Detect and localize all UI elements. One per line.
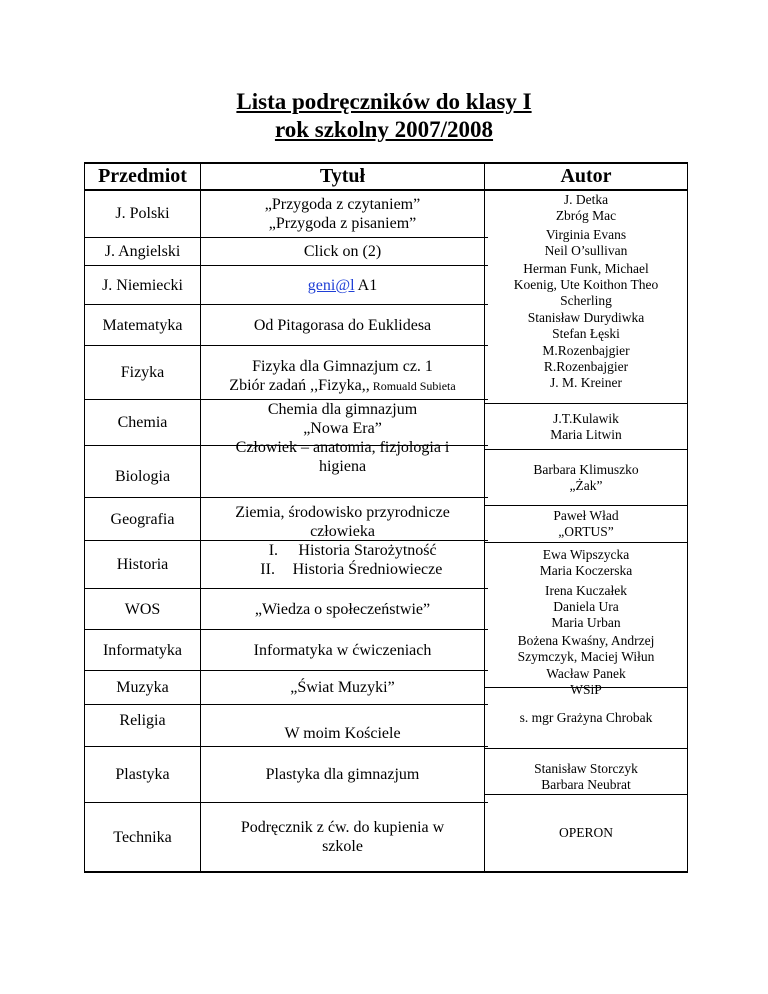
author-fizyka bbox=[485, 342, 687, 392]
author-line: Stanisław Durydiwka bbox=[527, 310, 645, 325]
table-border-bottom bbox=[84, 871, 488, 873]
header-autor: Autor bbox=[560, 165, 612, 187]
subject-biologia: Biologia bbox=[114, 468, 171, 485]
author-line: R.Rozenbajgier bbox=[543, 359, 629, 374]
title-line: Podręcznik z ćw. do kupienia w bbox=[240, 819, 445, 836]
author-line: Paweł Wład bbox=[553, 508, 619, 523]
author-religia bbox=[485, 688, 687, 748]
author-line: Szymczyk, Maciej Wiłun bbox=[517, 649, 655, 664]
author-chemia bbox=[485, 404, 687, 449]
author-angielski bbox=[485, 226, 687, 260]
geni-al-link[interactable]: geni@l bbox=[307, 276, 355, 294]
title-polski bbox=[201, 190, 484, 237]
author-polski bbox=[485, 190, 687, 226]
title-line: Ziemia, środowisko przyrodnicze bbox=[235, 504, 450, 521]
title-religia: W moim Kościele bbox=[284, 725, 401, 742]
page-title: Lista podręczników do klasy I bbox=[236, 89, 532, 114]
title-line: Fizyka dla Gimnazjum cz. 1 bbox=[252, 358, 433, 375]
page-subtitle: rok szkolny 2007/2008 bbox=[274, 117, 494, 142]
author-line: Zbróg Mac bbox=[555, 208, 617, 223]
author-geografia bbox=[485, 506, 687, 542]
author-line: Stanisław Storczyk bbox=[534, 760, 638, 776]
title-niemiecki bbox=[201, 266, 484, 304]
author-line: „Żak” bbox=[569, 477, 603, 493]
title-text: Zbiór zadań ,,Fizyka,, bbox=[229, 377, 370, 394]
history-item-text: Historia Średniowiecze bbox=[292, 561, 443, 578]
title-plastyka: Plastyka dla gimnazjum bbox=[265, 766, 420, 783]
history-item-text: Historia Starożytność bbox=[298, 542, 437, 559]
subject-religia: Religia bbox=[119, 711, 166, 729]
author-line: Stefan Łęski bbox=[552, 326, 620, 341]
author-line: Maria Urban bbox=[551, 615, 621, 630]
title-author-note: Romuald Subieta bbox=[369, 379, 456, 393]
author-border-bottom bbox=[485, 871, 688, 873]
title-fizyka bbox=[201, 346, 484, 399]
subject-angielski: J. Angielski bbox=[104, 243, 181, 260]
author-line: J. M. Kreiner bbox=[550, 375, 622, 390]
author-line: WSiP bbox=[570, 682, 602, 697]
author-line: Barbara Neubrat bbox=[541, 776, 631, 792]
title-line: Człowiek – anatomia, fizjologia i bbox=[235, 439, 450, 456]
title-matematyka: Od Pitagorasa do Euklidesa bbox=[253, 316, 432, 334]
title-muzyka: „Świat Muzyki” bbox=[290, 679, 395, 696]
author-line: Neil O’sullivan bbox=[544, 243, 628, 258]
subject-polski: J. Polski bbox=[115, 205, 170, 222]
subject-plastyka: Plastyka bbox=[115, 766, 170, 783]
author-line: s. mgr Grażyna Chrobak bbox=[519, 710, 653, 725]
history-item-num: II. bbox=[260, 561, 275, 578]
subject-informatyka: Informatyka bbox=[102, 641, 183, 659]
author-line: Virginia Evans bbox=[545, 227, 627, 242]
history-item bbox=[243, 560, 443, 579]
author-line: Herman Funk, Michael bbox=[523, 261, 649, 276]
title-line bbox=[229, 376, 455, 396]
subject-technika: Technika bbox=[113, 828, 172, 846]
author-informatyka bbox=[485, 632, 687, 666]
title-chemia-biologia bbox=[201, 400, 484, 488]
title-technika bbox=[201, 803, 484, 871]
author-line: Maria Koczerska bbox=[539, 563, 633, 578]
author-line: OPERON bbox=[558, 825, 613, 840]
author-historia bbox=[485, 543, 687, 583]
header-przedmiot: Przedmiot bbox=[98, 165, 187, 187]
subject-matematyka: Matematyka bbox=[102, 316, 183, 334]
textbook-table bbox=[84, 162, 488, 873]
title-geografia-historia bbox=[201, 503, 484, 583]
author-line: J. Detka bbox=[563, 192, 609, 207]
author-line: „ORTUS” bbox=[558, 524, 614, 539]
subject-wos: WOS bbox=[124, 600, 161, 618]
title-line: „Przygoda z czytaniem” bbox=[264, 195, 421, 213]
subject-historia: Historia bbox=[116, 556, 169, 573]
author-wos bbox=[485, 582, 687, 632]
subject-niemiecki: J. Niemiecki bbox=[102, 276, 183, 294]
author-line: Bożena Kwaśny, Andrzej bbox=[517, 633, 655, 648]
author-line: Irena Kuczałek bbox=[544, 583, 628, 598]
author-line: Daniela Ura bbox=[553, 599, 619, 614]
history-item bbox=[248, 541, 436, 560]
author-line: Ewa Wipszycka bbox=[542, 547, 630, 562]
col-divider bbox=[687, 162, 688, 873]
author-line: Wacław Panek bbox=[546, 666, 626, 681]
author-table bbox=[485, 162, 688, 873]
subject-fizyka: Fizyka bbox=[120, 364, 165, 381]
header-tytul: Tytuł bbox=[319, 165, 366, 187]
title-line: „Przygoda z pisaniem” bbox=[268, 214, 417, 232]
title-line: człowieka bbox=[310, 523, 375, 540]
title-wos: „Wiedza o społeczeństwie” bbox=[254, 600, 431, 618]
title-informatyka: Informatyka w ćwiczeniach bbox=[253, 641, 432, 659]
author-matematyka bbox=[485, 310, 687, 342]
title-line: szkole bbox=[322, 838, 363, 855]
author-line: J.T.Kulawik bbox=[553, 410, 619, 426]
title-angielski: Click on (2) bbox=[303, 243, 382, 260]
subject-chemia: Chemia bbox=[117, 414, 168, 431]
author-line: Koenig, Ute Koithon Theo bbox=[513, 277, 659, 292]
author-line: Barbara Klimuszko bbox=[533, 461, 639, 477]
title-suffix: A1 bbox=[354, 276, 378, 294]
author-biologia bbox=[485, 450, 687, 505]
subject-geografia: Geografia bbox=[110, 510, 175, 528]
history-item-num: I. bbox=[268, 542, 279, 559]
author-line: Scherling bbox=[560, 293, 612, 308]
author-niemiecki bbox=[485, 260, 687, 310]
author-technika bbox=[485, 795, 687, 871]
title-line: Chemia dla gimnazjum bbox=[267, 401, 418, 418]
subject-muzyka: Muzyka bbox=[116, 679, 169, 696]
author-line: M.Rozenbajgier bbox=[542, 343, 630, 358]
title-line: „Nowa Era” bbox=[303, 420, 382, 437]
author-line: Maria Litwin bbox=[550, 426, 622, 442]
title-line: higiena bbox=[318, 458, 367, 475]
author-plastyka bbox=[485, 749, 687, 794]
